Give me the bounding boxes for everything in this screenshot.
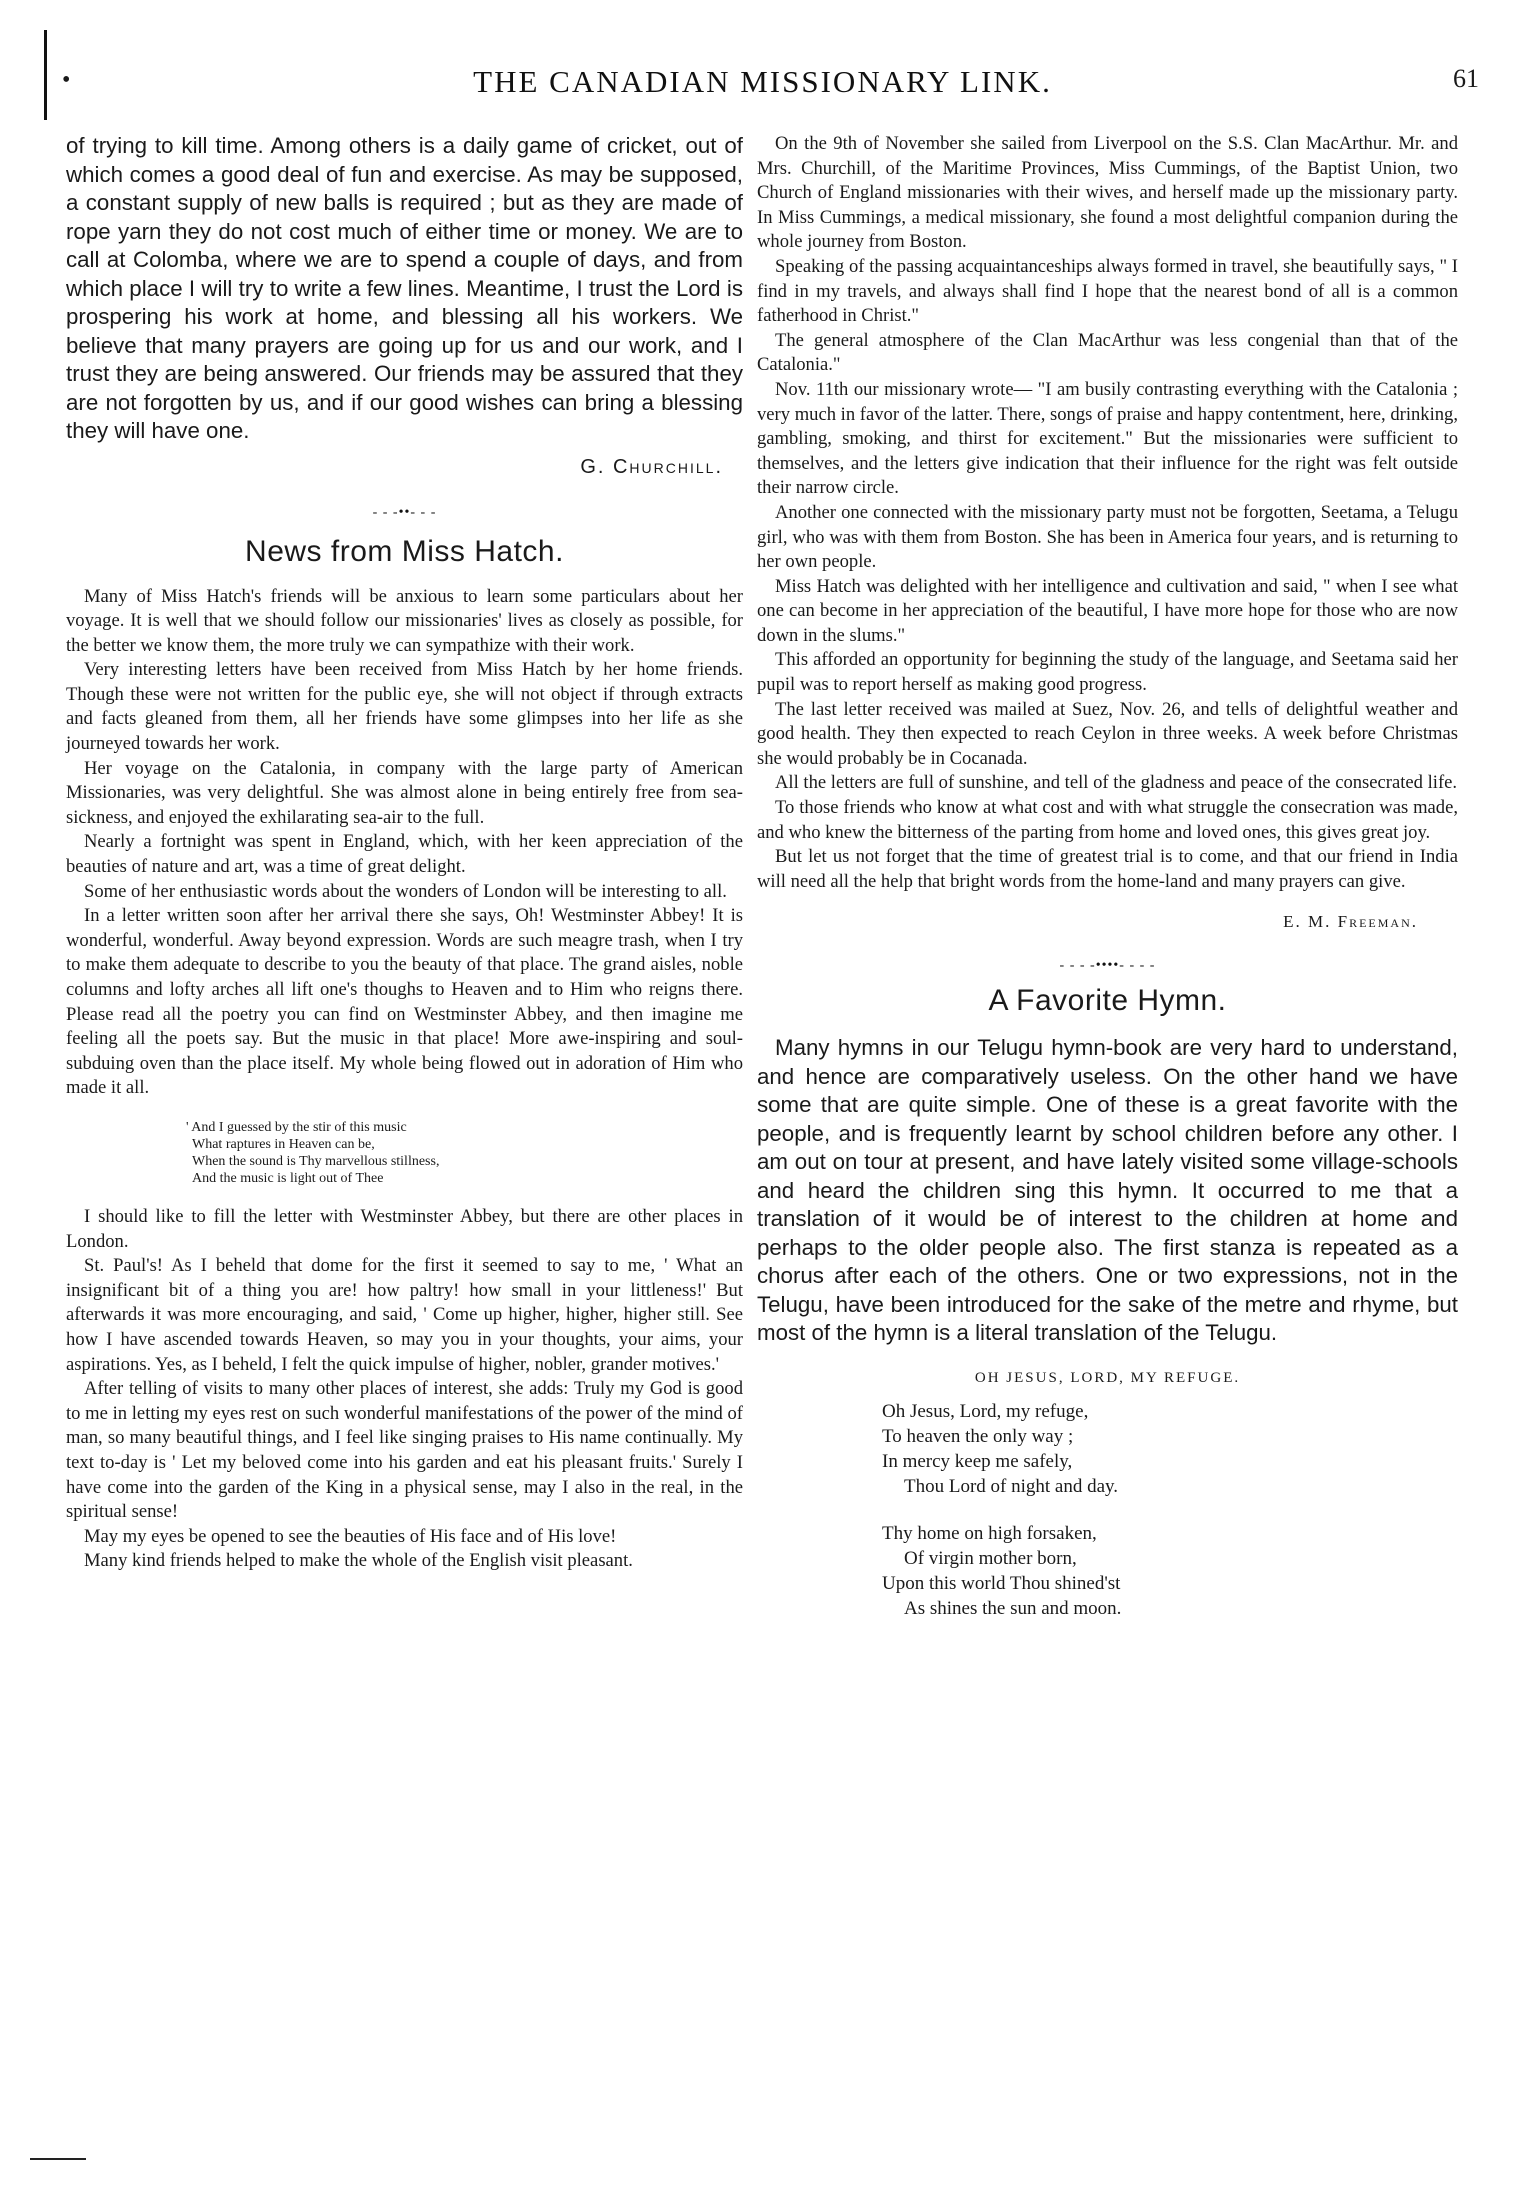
article-title-hymn: A Favorite Hymn. [988, 984, 1227, 1018]
paragraph: Nov. 11th our missionary wrote— "I am busily contrasting everything with the Catalonia ; very much in favor of the latter. There, songs of praise and happy contentment, here, drinking, gambling, smoking, and thirst for excitement." But the missionaries were sufficient to themselves, and the letters give indication that their influence for the right was felt outside their narrow circle. [757, 378, 1458, 499]
paragraph: On the 9th of November she sailed from Liverpool on the S.S. Clan MacArthur. Mr. and Mrs. Churchill, of the Maritime Provinces, Miss Cummings, of the Baptist Union, two Church of England missionaries with their wives, and herself made up the missionary party. In Miss Cummings, a medical missionary, she found a most delightful companion during the whole journey from Boston. [757, 133, 1458, 253]
letter-signature: G. Churchill. [580, 455, 723, 478]
hymn-line: To heaven the only way ; [882, 1425, 1074, 1447]
poem-line: When the sound is Thy marvellous stillness, [192, 1153, 440, 1169]
hymn-stanza-2 [882, 1521, 1458, 1621]
footer-rule [30, 2158, 86, 2160]
paragraph: The general atmosphere of the Clan MacArthur was less congenial than that of the Catalonia." [757, 329, 1458, 376]
paragraph: All the letters are full of sunshine, and tell of the gladness and peace of the consecrated life. [775, 772, 1458, 794]
paragraph: The last letter received was mailed at Suez, Nov. 26, and tells of delightful weather and good health. They then expected to reach Ceylon in three weeks. A week before Christmas she would probably be in Cocanada. [757, 698, 1458, 769]
paragraph: St. Paul's! As I beheld that dome for the first it seemed to say to me, ' What an insignificant bit of a thing you are! how paltry! how small in your littleness!' But afterwards it was more encouraging, and said, ' Come up higher, higher, higher still. See how I have ascended towards Heaven, so may you in your thoughts, your aims, your aspirations. Yes, as I beheld, I felt the quick impulse of higher, nobler, grander motives.' [66, 1255, 743, 1375]
news-article-left [66, 585, 743, 1574]
hymn-line: As shines the sun and moon. [904, 1597, 1122, 1619]
article-signature: E. M. Freeman. [1283, 912, 1418, 932]
header-mark: • [62, 67, 71, 93]
left-column [66, 132, 743, 1574]
paragraph: Her voyage on the Catalonia, in company with the large party of American Missionaries, was very delightful. She was almost alone in being entirely free from sea-sickness, and enjoyed the exhilarating sea-air to the full. [66, 757, 743, 828]
section-divider: - - - -••••- - - - [1059, 958, 1156, 974]
continued-letter-text: of trying to kill time. Among others is a daily game of cricket, out of which comes a good deal of fun and exercise. As may be supposed, a constant supply of new balls is required ; but as they are made of rope yarn they do not cost much of either time or money. We are to call at Colomba, where we are to spend a couple of days, and from which place I will try to write a few lines. Meantime, I trust the Lord is prospering his work at home, and blessing all his workers. We believe that many prayers are going up for us and our work, and I trust they are being answered. Our friends may be assured that they are not forgotten by us, and if our good wishes can bring a blessing they will have one. [66, 133, 743, 443]
paragraph: In a letter written soon after her arrival there she says, Oh! Westminster Abbey! It is wonderful, wonderful. Away beyond expression. Words are such meagre trash, when I try to make them adequate to describe to you the beauty of that place. The grand aisles, noble columns and lofty arches all lift one's thoughs to Heaven and to Him who reigns there. Please read all the poetry you can find on Westminster Abbey, and then imagine me feeling all the poets say. But the music in that place! More awe-inspiring and soul-subduing oven than the place itself. My whole being flowed out in adoration of Him who made it all. [66, 905, 743, 1099]
hymn-line: Upon this world Thou shined'st [882, 1572, 1121, 1594]
hymn-line: In mercy keep me safely, [882, 1450, 1073, 1472]
hymn-line: Of virgin mother born, [904, 1547, 1077, 1569]
page-header [40, 64, 1485, 99]
hymn-line: Oh Jesus, Lord, my refuge, [882, 1400, 1089, 1422]
section-divider: - - -••- - - [372, 504, 437, 520]
hymn-intro-text: Many hymns in our Telugu hymn-book are very hard to understand, and hence are comparatively useless. On the other hand we have some that are quite simple. One of these is a great favorite with the people, and is frequently learnt by school children before any other. I am out on tour at present, and have lately visited some village-schools and heard the children sing this hymn. It occurred to me that a translation of it would be of interest to the children at home and perhaps to the older people also. The first stanza is repeated as a chorus after each of the others. One or two expressions, not in the Telugu, have been introduced for the sake of the metre and rhyme, but most of the hymn is a literal translation of the Telugu. [757, 1035, 1458, 1346]
paragraph: Miss Hatch was delighted with her intelligence and cultivation and said, " when I see what one can become in her appreciation of the beautiful, I have more hope for those who are now down in the slums." [757, 575, 1458, 646]
right-column [757, 132, 1458, 1621]
paragraph: Speaking of the passing acquaintanceships always formed in travel, she beautifully says, " I find in my travels, and always shall find I hope that the nearest bond of all is a common fatherhood in Christ." [757, 255, 1458, 327]
news-article-right [757, 132, 1458, 932]
paragraph: But let us not forget that the time of greatest trial is to come, and that our friend in India will need all the help that bright words from the home-land and many prayers can give. [757, 846, 1458, 892]
paragraph: Very interesting letters have been received from Miss Hatch by her home friends. Though these were not written for the public eye, she will not object if through extracts and facts gleaned from them, all her friends have some glimpses into her life as she journeyed towards her work. [66, 659, 743, 755]
hymn-heading: OH JESUS, LORD, MY REFUGE. [974, 1369, 1241, 1386]
hymn-stanza-1 [882, 1399, 1458, 1499]
poem-line: ' And I guessed by the stir of this music [186, 1119, 407, 1135]
paragraph: To those friends who know at what cost and with what struggle the consecration was made, and who knew the bitterness of the parting from home and loved ones, this gives great joy. [757, 797, 1458, 843]
continued-letter [66, 132, 743, 479]
article-title-news: News from Miss Hatch. [245, 534, 564, 568]
quoted-poem [186, 1119, 743, 1187]
paragraph: Another one connected with the missionary party must not be forgotten, Seetama, a Telugu girl, who was with them from Boston. She has been in America four years, and is returning to her own people. [757, 501, 1458, 573]
masthead: THE CANADIAN MISSIONARY LINK. [473, 64, 1052, 99]
page-number: 61 [1453, 64, 1479, 93]
paragraph: Nearly a fortnight was spent in England, which, with her keen appreciation of the beauties of nature and art, was a time of great delight. [66, 831, 743, 878]
poem-line: And the music is light out of Thee [192, 1170, 384, 1186]
paragraph: May my eyes be opened to see the beauties of His face and of His love! [84, 1525, 617, 1547]
paragraph: Many kind friends helped to make the whole of the English visit pleasant. [84, 1550, 633, 1572]
hymn-line: Thou Lord of night and day. [904, 1475, 1119, 1497]
paragraph: I should like to fill the letter with Westminster Abbey, but there are other places in London. [66, 1205, 743, 1252]
paragraph: After telling of visits to many other places of interest, she adds: Truly my God is good to me in letting my eyes rest on such wonderful manifestations of the power of the mind of man, so many beautiful things, and I feel like singing praises to His name continually. My text to-day is ' Let my beloved come into his garden and eat his pleasant fruits.' Surely I have come into the garden of the King in a physical sense, may I also in the real, in the spiritual sense! [66, 1378, 743, 1523]
paragraph: This afforded an opportunity for beginning the study of the language, and Seetama said her pupil was to report herself as making good progress. [757, 649, 1458, 696]
paragraph: Some of her enthusiastic words about the wonders of London will be interesting to all. [84, 880, 727, 902]
poem-line: What raptures in Heaven can be, [192, 1136, 375, 1152]
hymn-introduction [757, 1034, 1458, 1348]
paragraph: Many of Miss Hatch's friends will be anxious to learn some particulars about her voyage. It is well that we should follow our missionaries' lives as closely as possible, for the better we know them, the more truly we can sympathize with their work. [66, 585, 743, 656]
hymn-line: Thy home on high forsaken, [882, 1522, 1097, 1544]
